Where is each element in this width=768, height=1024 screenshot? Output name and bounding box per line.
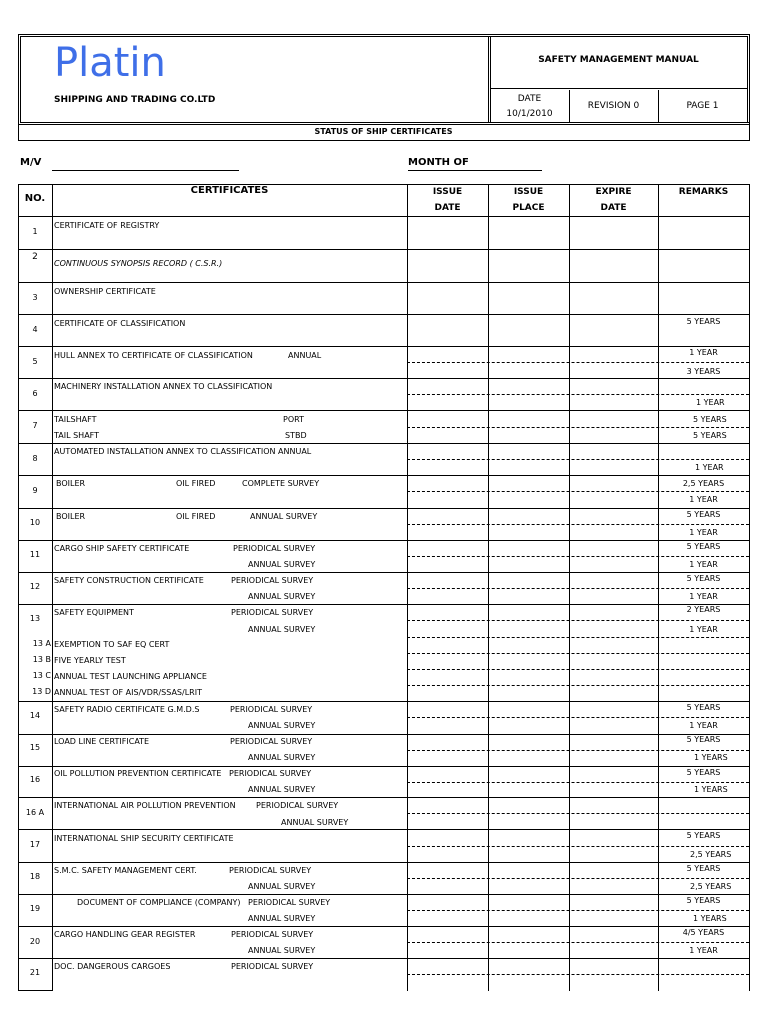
row-no: 12 xyxy=(29,582,41,591)
row-no: 13 C xyxy=(32,671,51,680)
row-no: 13 D xyxy=(32,687,51,696)
remark: 1 YEAR xyxy=(689,721,718,730)
certificate-name: TAIL SHAFT xyxy=(54,431,100,440)
row-no: 2 xyxy=(32,252,38,262)
survey-type: ANNUAL SURVEY xyxy=(281,818,349,827)
certificate-name: DOCUMENT OF COMPLIANCE (COMPANY) xyxy=(77,898,241,907)
survey-type: PERIODICAL SURVEY xyxy=(230,737,313,746)
certificate-name: CONTINUOUS SYNOPSIS RECORD ( C.S.R.) xyxy=(54,259,223,268)
survey-type: ANNUAL SURVEY xyxy=(248,592,316,601)
manual-title: SAFETY MANAGEMENT MANUAL xyxy=(538,55,699,65)
certificate-detail: OIL FIRED xyxy=(176,479,216,488)
certificate-name: AUTOMATED INSTALLATION ANNEX TO CLASSIFICATION ANNUAL xyxy=(54,447,312,456)
remark: 2,5 YEARS xyxy=(690,882,732,891)
mv-field[interactable] xyxy=(52,170,239,171)
row-no: 15 xyxy=(29,743,41,752)
remark: 5 YEARS xyxy=(686,735,721,744)
survey-type: PERIODICAL SURVEY xyxy=(231,576,314,585)
row-no: 1 xyxy=(32,227,38,236)
row-no: 10 xyxy=(29,518,41,527)
col-expire-1: EXPIRE xyxy=(595,187,632,197)
col-issue-place-2: PLACE xyxy=(512,203,545,213)
survey-type: PERIODICAL SURVEY xyxy=(231,930,314,939)
certificate-name: HULL ANNEX TO CERTIFICATE OF CLASSIFICATION xyxy=(54,351,253,360)
certificate-name: ANNUAL TEST OF AIS/VDR/SSAS/LRIT xyxy=(54,688,202,697)
remark: 5 YEARS xyxy=(686,542,721,551)
survey-type: PERIODICAL SURVEY xyxy=(248,898,331,907)
survey-type: ANNUAL SURVEY xyxy=(248,946,316,955)
remark: 1 YEARS xyxy=(693,914,727,923)
row-no: 11 xyxy=(29,550,41,559)
survey-type: PERIODICAL SURVEY xyxy=(229,769,312,778)
row-no: 19 xyxy=(29,904,41,913)
certificate-name: OIL POLLUTION PREVENTION CERTIFICATE xyxy=(54,769,222,778)
remark: 1 YEAR xyxy=(689,560,718,569)
col-issue-date-1: ISSUE xyxy=(432,187,463,197)
certificate-name: EXEMPTION TO SAF EQ CERT xyxy=(54,640,170,649)
certificate-name: TAILSHAFT xyxy=(54,415,97,424)
survey-type: ANNUAL SURVEY xyxy=(248,625,316,634)
col-no: NO. xyxy=(24,193,46,204)
row-no: 4 xyxy=(32,325,38,334)
survey-type: PERIODICAL SURVEY xyxy=(233,544,316,553)
row-no: 9 xyxy=(32,486,38,495)
mv-label: M/V xyxy=(20,157,42,168)
certificate-name: CERTIFICATE OF REGISTRY xyxy=(54,221,160,230)
row-no: 13 A xyxy=(32,639,51,648)
page-label: PAGE 1 xyxy=(686,101,719,111)
remark: 5 YEARS xyxy=(686,768,721,777)
remark: 5 YEARS xyxy=(686,510,721,519)
remark: 5 YEARS xyxy=(686,864,721,873)
survey-type: STBD xyxy=(285,431,307,440)
row-no: 21 xyxy=(29,968,41,977)
certificate-name: CARGO SHIP SAFETY CERTIFICATE xyxy=(54,544,190,553)
remark: 1 YEARS xyxy=(694,785,728,794)
col-certificates: CERTIFICATES xyxy=(190,185,269,196)
certificate-name: MACHINERY INSTALLATION ANNEX TO CLASSIFICATION xyxy=(54,382,273,391)
remark: 3 YEARS xyxy=(686,367,721,376)
certificate-name: CARGO HANDLING GEAR REGISTER xyxy=(54,930,196,939)
remark: 2,5 YEARS xyxy=(690,850,732,859)
remark: 5 YEARS xyxy=(686,896,721,905)
certificate-name: FIVE YEARLY TEST xyxy=(54,656,126,665)
certificate-name: LOAD LINE CERTIFICATE xyxy=(54,737,150,746)
survey-type: PERIODICAL SURVEY xyxy=(229,866,312,875)
remark: 1 YEARS xyxy=(694,753,728,762)
row-no: 7 xyxy=(32,421,38,430)
date-label: DATE xyxy=(517,94,542,104)
row-no: 16 xyxy=(29,775,41,784)
row-no: 13 B xyxy=(32,655,51,664)
row-no: 20 xyxy=(29,937,41,946)
company-name: SHIPPING AND TRADING CO.LTD xyxy=(54,95,216,105)
remark: 1 YEAR xyxy=(689,592,718,601)
certificate-name: SAFETY EQUIPMENT xyxy=(54,608,134,617)
survey-type: COMPLETE SURVEY xyxy=(242,479,320,488)
col-issue-place-1: ISSUE xyxy=(513,187,544,197)
certificate-name: OWNERSHIP CERTIFICATE xyxy=(54,287,156,296)
survey-type: ANNUAL SURVEY xyxy=(250,512,318,521)
row-no: 13 xyxy=(29,614,41,623)
row-no: 8 xyxy=(32,454,38,463)
row-no: 18 xyxy=(29,872,41,881)
survey-type: PERIODICAL SURVEY xyxy=(230,705,313,714)
remark: 4/5 YEARS xyxy=(682,928,725,937)
date-value: 10/1/2010 xyxy=(506,109,553,119)
remark: 1 YEAR xyxy=(689,946,718,955)
remark: 5 YEARS xyxy=(686,831,721,840)
survey-type: ANNUAL SURVEY xyxy=(248,882,316,891)
remark: 5 YEARS xyxy=(693,415,727,424)
certificate-detail: OIL FIRED xyxy=(176,512,216,521)
revision-label: REVISION 0 xyxy=(587,101,640,111)
remark: 1 YEAR xyxy=(695,463,724,472)
remark: 2,5 YEARS xyxy=(682,479,725,488)
col-expire-2: DATE xyxy=(600,203,627,213)
certificate-name: BOILER xyxy=(56,512,86,521)
form-title: STATUS OF SHIP CERTIFICATES xyxy=(314,127,453,136)
remark: 5 YEARS xyxy=(693,431,727,440)
certificate-name: SAFETY CONSTRUCTION CERTIFICATE xyxy=(54,576,204,585)
remark: 2 YEARS xyxy=(686,605,721,614)
remark: 1 YEAR xyxy=(689,528,718,537)
remark: 5 YEARS xyxy=(686,703,721,712)
remark: 5 YEARS xyxy=(686,574,721,583)
survey-type: ANNUAL SURVEY xyxy=(248,560,316,569)
survey-type: ANNUAL SURVEY xyxy=(248,785,316,794)
survey-type: ANNUAL SURVEY xyxy=(248,914,316,923)
row-no: 16 A xyxy=(25,808,45,817)
remark: 1 YEAR xyxy=(689,495,718,504)
company-logo: Platin xyxy=(54,40,166,86)
survey-type: PERIODICAL SURVEY xyxy=(256,801,339,810)
remark: 1 YEAR xyxy=(696,398,725,407)
certificate-name: S.M.C. SAFETY MANAGEMENT CERT. xyxy=(54,866,197,875)
row-no: 17 xyxy=(29,840,41,849)
certificate-name: BOILER xyxy=(56,479,86,488)
remark: 1 YEAR xyxy=(689,625,718,634)
certificate-name: INTERNATIONAL SHIP SECURITY CERTIFICATE xyxy=(54,834,234,843)
col-remarks: REMARKS xyxy=(678,187,729,197)
certificate-name: INTERNATIONAL AIR POLLUTION PREVENTION xyxy=(54,801,236,810)
row-no: 6 xyxy=(32,389,38,398)
month-field[interactable] xyxy=(408,170,542,171)
month-label: MONTH OF xyxy=(408,157,469,168)
certificate-name: SAFETY RADIO CERTIFICATE G.M.D.S xyxy=(54,705,200,714)
certificate-name: ANNUAL TEST LAUNCHING APPLIANCE xyxy=(54,672,207,681)
col-issue-date-2: DATE xyxy=(434,203,461,213)
remark: 1 YEAR xyxy=(689,348,718,357)
survey-type: PERIODICAL SURVEY xyxy=(231,962,314,971)
row-no: 14 xyxy=(29,711,41,720)
survey-type: ANNUAL xyxy=(288,351,322,360)
remark: 5 YEARS xyxy=(686,317,721,326)
survey-type: PORT xyxy=(283,415,304,424)
survey-type: PERIODICAL SURVEY xyxy=(231,608,314,617)
row-no: 5 xyxy=(32,357,38,366)
survey-type: ANNUAL SURVEY xyxy=(248,753,316,762)
row-no: 3 xyxy=(32,293,38,302)
certificate-name: CERTIFICATE OF CLASSIFICATION xyxy=(54,319,186,328)
certificate-name: DOC. DANGEROUS CARGOES xyxy=(54,962,171,971)
survey-type: ANNUAL SURVEY xyxy=(248,721,316,730)
